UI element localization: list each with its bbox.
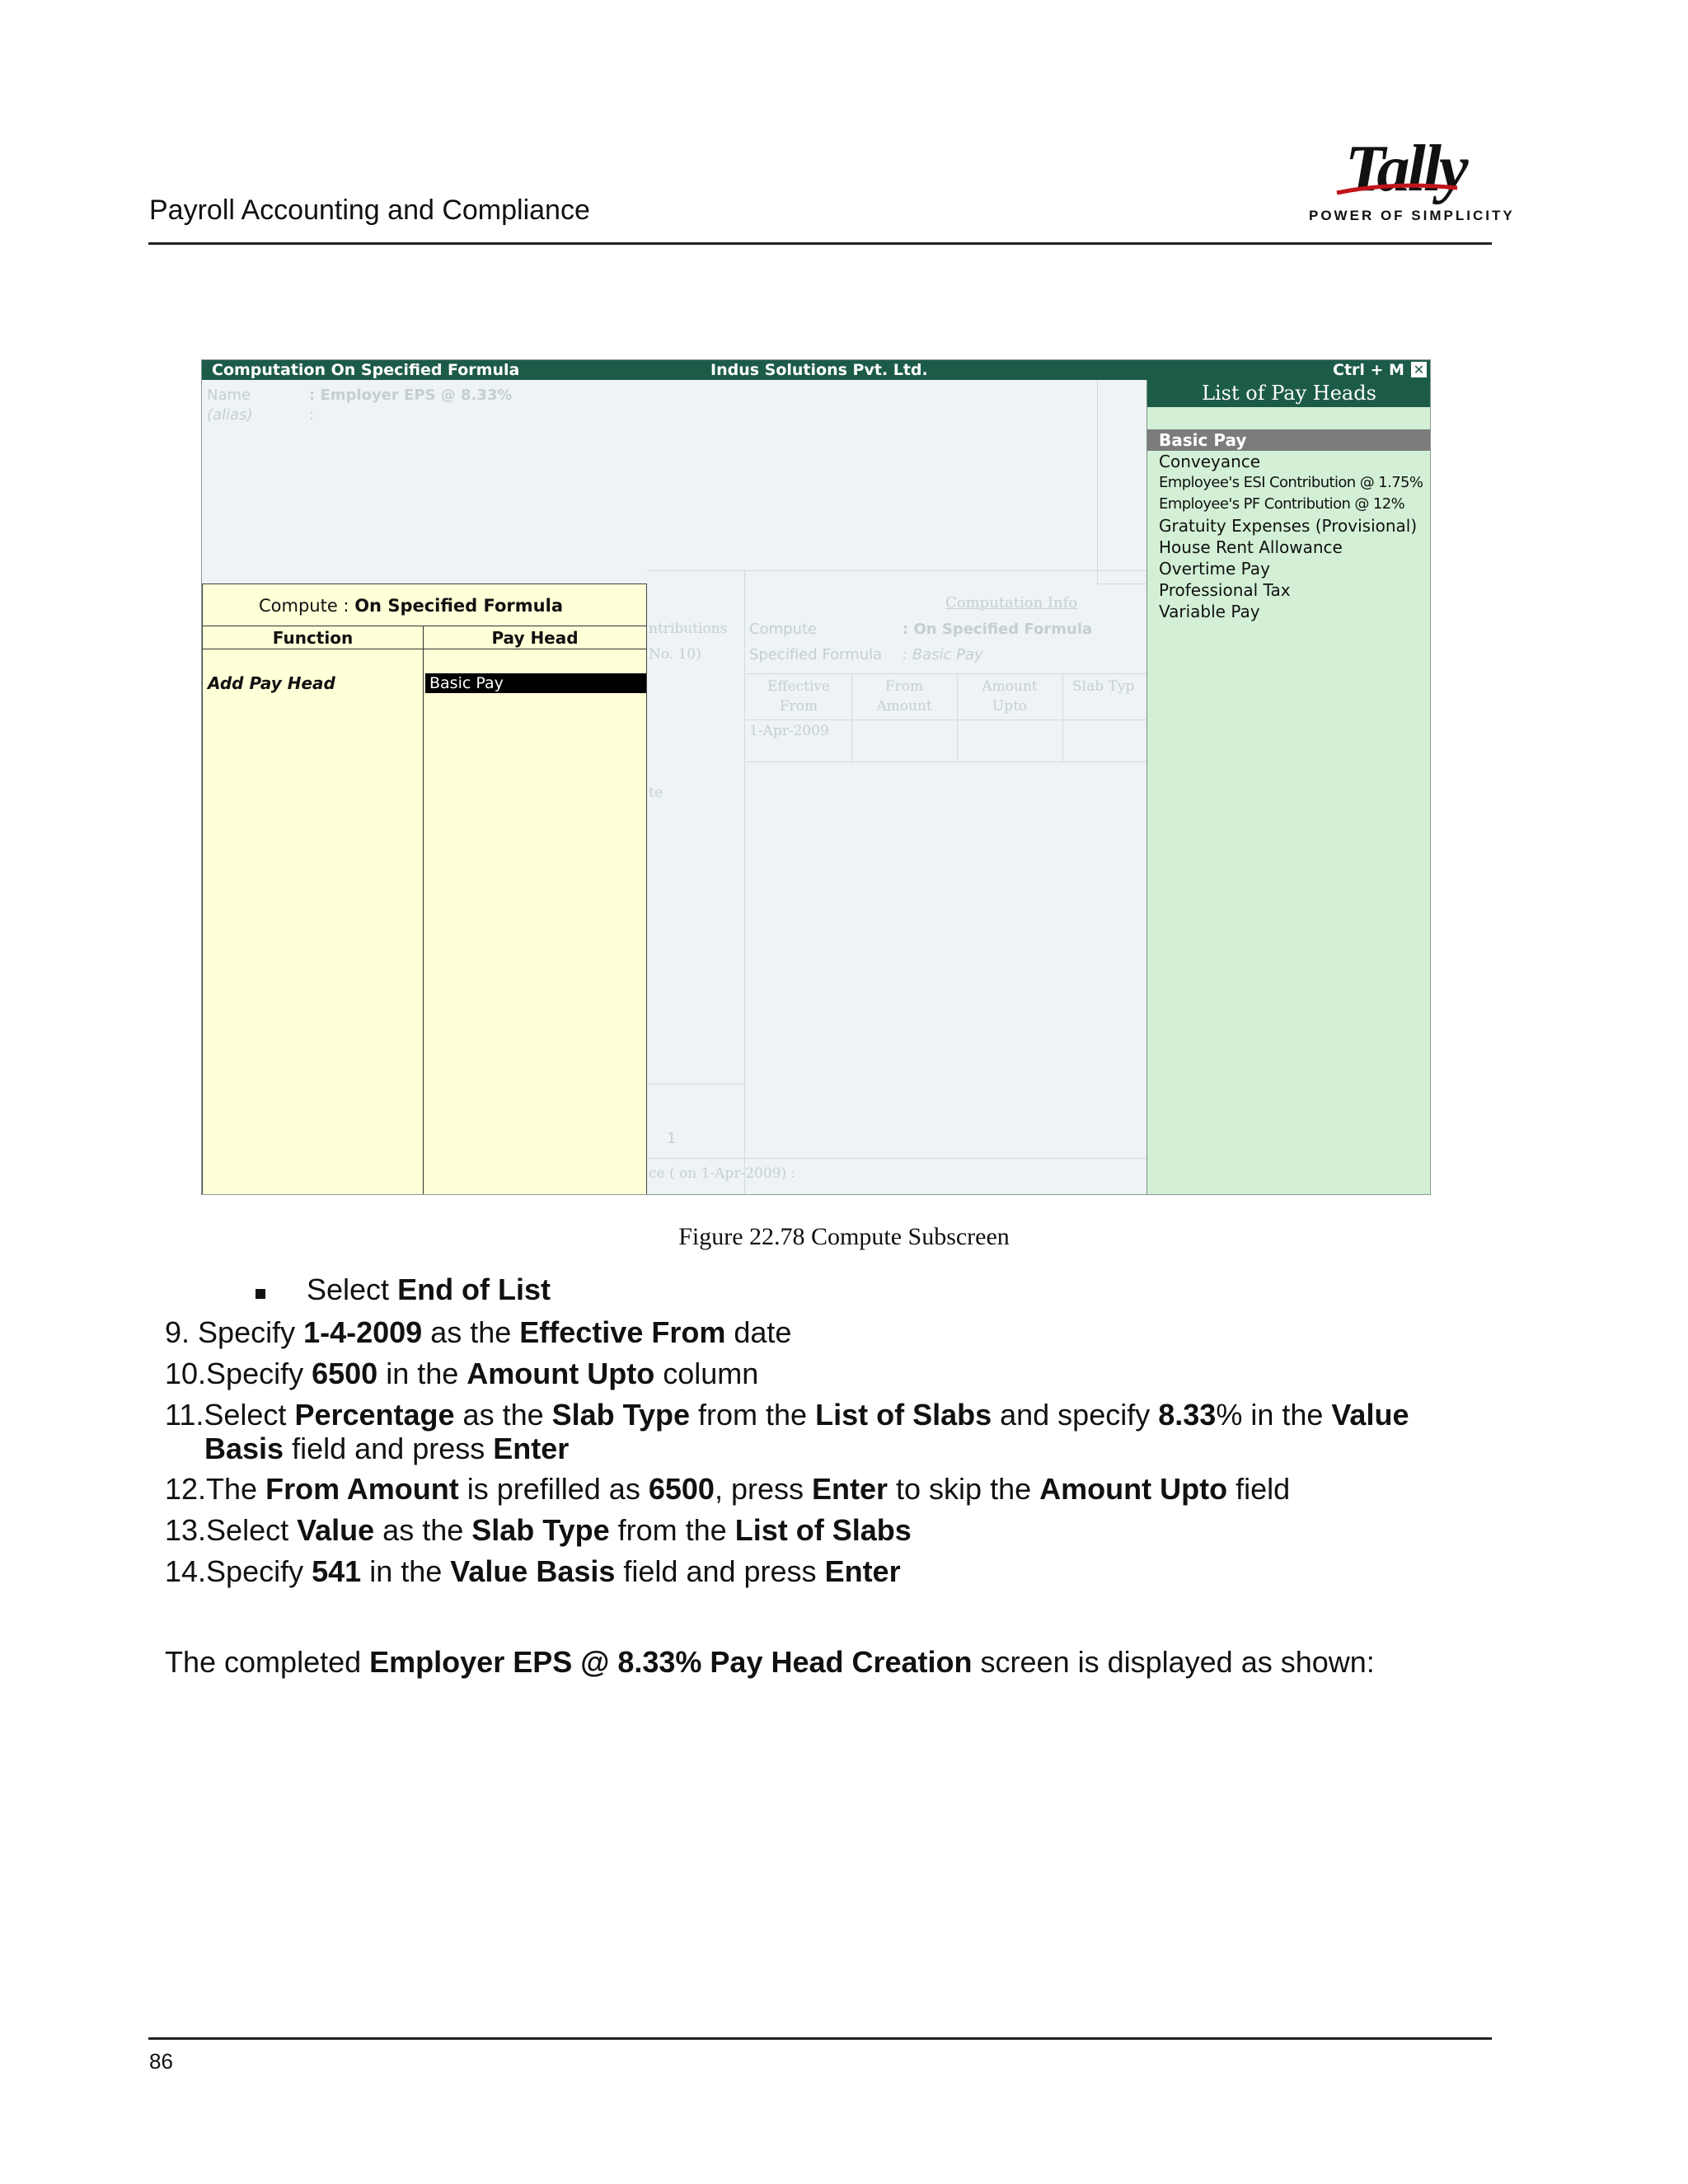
list-item[interactable]: Variable Pay: [1159, 602, 1260, 621]
text-run: as the: [422, 1315, 520, 1349]
step-number: 14.: [165, 1554, 207, 1588]
bg-divider: [1097, 583, 1146, 584]
text-run: 541: [312, 1554, 362, 1588]
text-run: Basis: [204, 1432, 284, 1465]
text-run: date: [725, 1315, 792, 1349]
figure-caption: Figure 22.78 Compute Subscreen: [678, 1223, 1010, 1250]
instruction-step-14: [165, 1554, 901, 1589]
text-run: Select: [307, 1272, 398, 1306]
shortcut-hint: Ctrl + M: [1333, 361, 1404, 379]
name-label: Name: [207, 387, 251, 404]
bg-formula-label: Specified Formula: [749, 646, 883, 663]
text-run: The: [206, 1472, 266, 1506]
text-run: Enter: [811, 1472, 889, 1506]
close-icon[interactable]: ✕: [1411, 362, 1427, 377]
instruction-step-11-continued: [204, 1432, 569, 1466]
footer-rule: [148, 2037, 1492, 2040]
alias-value: :: [309, 406, 315, 424]
pay-head-cell[interactable]: Basic Pay: [425, 673, 646, 693]
page-header-title: Payroll Accounting and Compliance: [149, 194, 590, 226]
compute-value: On Specified Formula: [354, 596, 563, 616]
bg-fragment: ntributions: [649, 621, 728, 637]
compute-label: Compute :: [259, 596, 349, 616]
column-divider: [423, 626, 424, 1195]
list-item[interactable]: Overtime Pay: [1159, 559, 1270, 579]
bg-compute-value: : On Specified Formula: [903, 621, 1093, 638]
text-run: List of Slabs: [734, 1513, 912, 1547]
list-item[interactable]: Employee's PF Contribution @ 12%: [1159, 495, 1405, 513]
instruction-step-9: [165, 1315, 791, 1350]
text-run: 6500: [312, 1357, 378, 1390]
logo-swoosh-icon: [1335, 181, 1459, 196]
bg-col-line: From: [884, 678, 924, 695]
text-run: screen is displayed as shown:: [972, 1645, 1375, 1679]
text-run: Specify: [190, 1315, 304, 1349]
text-run: column: [654, 1357, 759, 1390]
bg-col-line: Amount: [982, 678, 1038, 695]
text-run: Value Basis: [450, 1554, 616, 1588]
text-run: Value: [297, 1513, 375, 1547]
function-column-header: Function: [272, 628, 354, 648]
tally-screenshot: [201, 359, 1431, 1195]
list-item[interactable]: Professional Tax: [1159, 580, 1291, 600]
bg-table-rule: [851, 673, 852, 762]
pay-heads-list-title: List of Pay Heads: [1147, 380, 1431, 407]
logo-tagline: POWER OF SIMPLICITY: [1309, 208, 1515, 223]
instruction-step-10: [165, 1357, 758, 1391]
list-item[interactable]: Basic Pay: [1147, 429, 1431, 451]
pay-heads-items: [1147, 429, 1431, 622]
instruction-bullet: [307, 1272, 551, 1307]
text-run: List of Slabs: [815, 1398, 992, 1432]
text-run: field and press: [615, 1554, 825, 1588]
bg-divider: [647, 1158, 1146, 1159]
bg-col-slab-type: [1072, 677, 1134, 696]
text-run: Enter: [824, 1554, 901, 1588]
bg-first-row-date: 1-Apr-2009: [749, 723, 829, 739]
company-name: Indus Solutions Pvt. Ltd.: [710, 361, 928, 379]
text-run: 1-4-2009: [303, 1315, 423, 1349]
step-number: 11.: [165, 1398, 204, 1432]
text-run: to skip the: [888, 1472, 1040, 1506]
text-run: Effective From: [519, 1315, 726, 1349]
step-number: 9.: [165, 1315, 190, 1349]
bg-table-rule: [746, 719, 1146, 720]
text-run: The completed: [165, 1645, 370, 1679]
bg-fragment: 1: [667, 1130, 677, 1147]
step-number: 12.: [165, 1472, 207, 1506]
instruction-step-13: [165, 1513, 912, 1548]
step-number: 10.: [165, 1357, 207, 1390]
bg-fragment: te: [649, 785, 663, 801]
function-cell[interactable]: Add Pay Head: [208, 673, 335, 693]
window-titlebar: [202, 360, 1430, 380]
text-run: from the: [609, 1513, 735, 1547]
text-run: Value: [1331, 1398, 1409, 1432]
bg-col-from-amount: [861, 677, 947, 716]
text-run: 6500: [648, 1472, 715, 1506]
name-value: : Employer EPS @ 8.33%: [309, 387, 513, 404]
step-number: 13.: [165, 1513, 207, 1547]
instruction-step-11: [165, 1398, 1409, 1432]
compute-subscreen: [202, 583, 647, 1195]
text-run: as the: [454, 1398, 552, 1432]
text-run: Specify: [206, 1554, 312, 1588]
alias-label: (alias): [207, 406, 253, 424]
bg-compute-label: Compute: [749, 621, 818, 638]
text-run: in the: [377, 1357, 467, 1390]
list-item[interactable]: Conveyance: [1159, 452, 1261, 471]
header-rule: [148, 242, 1492, 245]
bg-col-line: Slab Typ: [1072, 678, 1135, 695]
bg-table-rule: [1062, 673, 1063, 762]
bg-table-rule: [746, 673, 1146, 674]
bg-col-line: From: [779, 698, 818, 715]
bg-table-rule: [957, 673, 958, 762]
bg-col-line: Effective: [767, 678, 830, 695]
pay-heads-list: [1146, 380, 1431, 1195]
text-run: 8.33: [1158, 1398, 1217, 1432]
text-run: Amount Upto: [467, 1357, 655, 1390]
text-run: field and press: [284, 1432, 494, 1465]
text-run: , press: [714, 1472, 812, 1506]
bg-divider: [647, 570, 1146, 571]
text-run: End of List: [397, 1272, 551, 1306]
text-run: and specify: [992, 1398, 1159, 1432]
text-run: as the: [374, 1513, 472, 1547]
text-run: Select: [206, 1513, 298, 1547]
tally-logo: [1302, 132, 1515, 231]
text-run: Employer EPS @ 8.33% Pay Head Creation: [369, 1645, 973, 1679]
logo-wordmark: Tally: [1345, 133, 1466, 205]
text-run: field: [1227, 1472, 1291, 1506]
bullet-icon: [256, 1289, 265, 1299]
bg-formula-value: : Basic Pay: [903, 646, 983, 663]
list-item[interactable]: Gratuity Expenses (Provisional): [1159, 516, 1418, 536]
bg-divider: [1097, 380, 1098, 584]
text-run: Amount Upto: [1039, 1472, 1228, 1506]
bg-col-line: Amount: [876, 698, 932, 715]
page-number: 86: [149, 2049, 173, 2074]
bg-col-amount-upto: [967, 677, 1053, 716]
text-run: Enter: [493, 1432, 570, 1465]
instruction-step-12: [165, 1472, 1290, 1507]
bg-fragment: ce ( on 1-Apr-2009) :: [649, 1165, 796, 1182]
text-run: in the: [361, 1554, 451, 1588]
list-item[interactable]: Employee's ESI Contribution @ 1.75%: [1159, 474, 1423, 491]
window-title: Computation On Specified Formula: [212, 361, 520, 379]
list-item[interactable]: House Rent Allowance: [1159, 537, 1343, 557]
bg-fragment: No. 10): [649, 646, 701, 663]
text-run: Percentage: [294, 1398, 455, 1432]
text-run: is prefilled as: [458, 1472, 649, 1506]
pay-head-column-header: Pay Head: [491, 628, 579, 648]
bg-divider: [744, 570, 745, 1195]
text-run: % in the: [1216, 1398, 1332, 1432]
text-run: Select: [204, 1398, 295, 1432]
computation-info-heading: Computation Info: [945, 594, 1078, 612]
closing-paragraph: [165, 1645, 1375, 1680]
text-run: Slab Type: [471, 1513, 610, 1547]
bg-divider: [647, 1084, 744, 1085]
bg-col-effective-from: [756, 677, 842, 716]
text-run: Slab Type: [551, 1398, 691, 1432]
text-run: from the: [690, 1398, 816, 1432]
compute-heading: [259, 596, 563, 616]
bg-col-line: Upto: [992, 698, 1028, 715]
text-run: Specify: [206, 1357, 312, 1390]
text-run: From Amount: [265, 1472, 459, 1506]
